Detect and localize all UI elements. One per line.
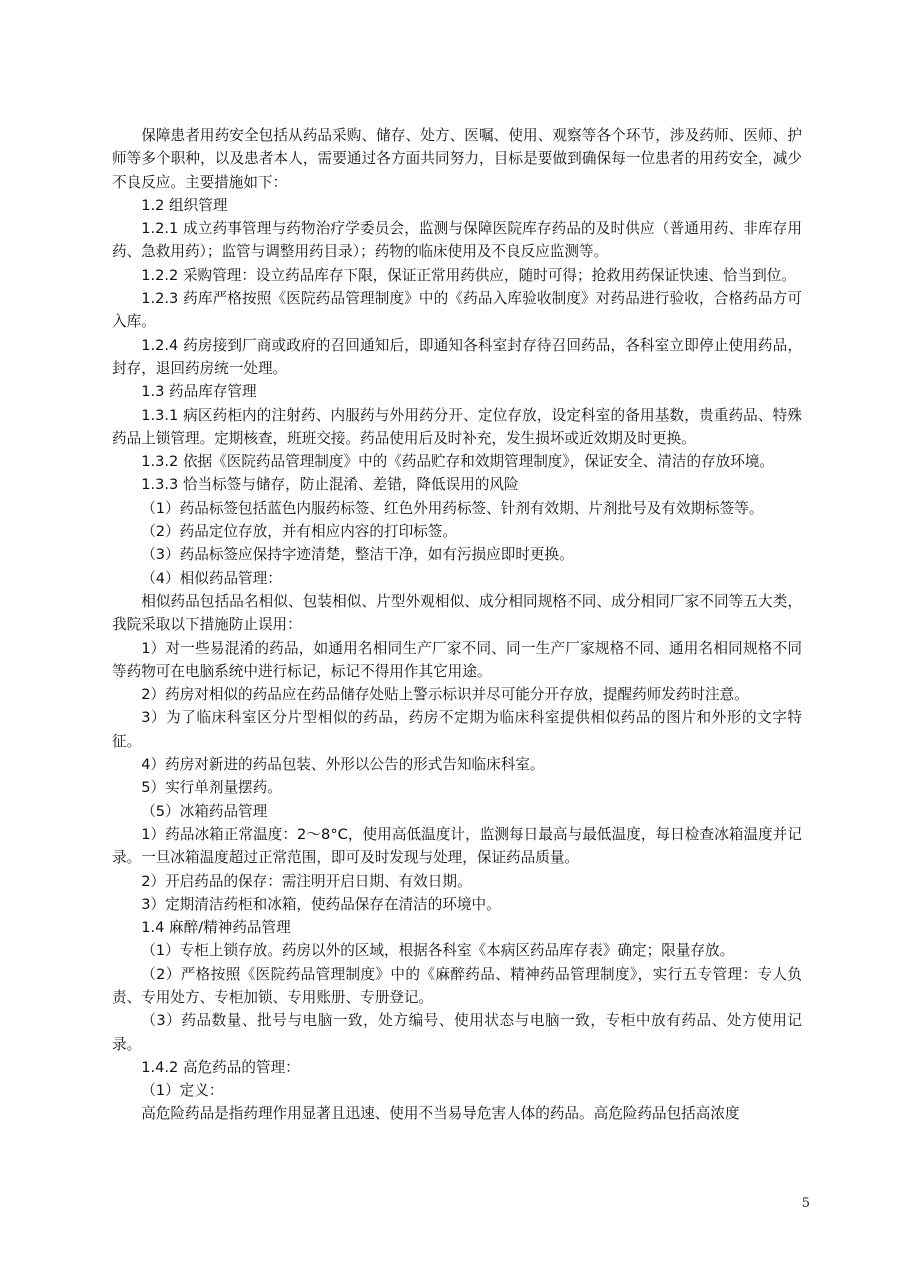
body-text: [112, 124, 802, 1126]
list-item: （2）药品定位存放，并有相应内容的打印标签。: [141, 523, 457, 541]
list-item: 2）开启药品的保存：需注明开启日期、有效日期。: [141, 872, 472, 890]
list-item: 3）定期清洁药柜和冰箱，使药品保存在清洁的环境中。: [141, 895, 501, 913]
list-item: （1）药品标签包括蓝色内服药标签、红色外用药标签、针剂有效期、片剂批号及有效期标签等。: [141, 499, 764, 517]
list-item: （2）严格按照《医院药品管理制度》中的《麻醉药品、精神药品管理制度》，实行五专管理：专人负责、专用处方、专柜加锁、专用账册、专册登记。: [112, 965, 802, 1006]
paragraph: 1.2.2 采购管理：设立药品库存下限，保证正常用药供应，随时可得；抢救用药保证快速、恰当到位。: [141, 266, 796, 284]
list-item: 5）实行单剂量摆药。: [141, 779, 282, 797]
paragraph: 1.3.3 恰当标签与储存，防止混淆、差错，降低误用的风险: [141, 476, 519, 494]
list-item: （3）药品标签应保持字迹清楚，整洁干净，如有污损应即时更换。: [141, 546, 574, 564]
page-number: 5: [801, 1196, 810, 1211]
list-item: （5）冰箱药品管理: [141, 802, 268, 820]
paragraph: 1.2.4 药房接到厂商或政府的召回通知后，即通知各科室封存待召回药品，各科室立即停止使用药品，封存，退回药房统一处理。: [112, 336, 802, 377]
paragraph: 1.2.1 成立药事管理与药物治疗学委员会，监测与保障医院库存药品的及时供应（普通用药、非库存用药、急救用药）；监管与调整用药目录）；药物的临床使用及不良反应监测等。: [112, 220, 802, 261]
paragraph: 高危险药品是指药理作用显著且迅速、使用不当易导危害人体的药品。高危险药品包括高浓度: [141, 1105, 740, 1123]
section-heading: 1.4.2 高危药品的管理：: [141, 1058, 300, 1076]
section-heading: 1.3 药品库存管理: [141, 383, 257, 401]
paragraph: 1.3.2 依据《医院药品管理制度》中的《药品贮存和效期管理制度》，保证安全、清洁的存放环境。: [141, 453, 775, 471]
list-item: 1）药品冰箱正常温度：2～8°C，使用高低温度计，监测每日最高与最低温度，每日检查冰箱温度并记录。一旦冰箱温度超过正常范围，即可及时发现与处理，保证药品质量。: [112, 825, 802, 867]
list-item: （4）相似药品管理：: [141, 569, 282, 587]
list-item: 3）为了临床科室区分片型相似的药品，药房不定期为临床科室提供相似药品的图片和外形的文字特征。: [112, 709, 802, 750]
paragraph: 1.2.3 药库严格按照《医院药品管理制度》中的《药品入库验收制度》对药品进行验收，合格药品方可入库。: [112, 290, 802, 331]
list-item: （3）药品数量、批号与电脑一致，处方编号、使用状态与电脑一致，专柜中放有药品、处方使用记录。: [112, 1012, 802, 1053]
paragraph: 保障患者用药安全包括从药品采购、储存、处方、医嘱、使用、观察等各个环节，涉及药师、医师、护师等多个职种，以及患者本人，需要通过各方面共同努力，目标是要做到确保每一位患者的用药安全，减少不良反应。主要措施如下：: [112, 127, 802, 191]
list-item: 2）药房对相似的药品应在药品储存处贴上警示标识并尽可能分开存放，提醒药师发药时注意。: [141, 686, 749, 704]
paragraph: 1.3.1 病区药柜内的注射药、内服药与外用药分开、定位存放，设定科室的备用基数，贵重药品、特殊药品上锁管理。定期核查，班班交接。药品使用后及时补充，发生损坏或近效期及时更换。: [112, 406, 802, 447]
list-item: 1）对一些易混淆的药品，如通用名相同生产厂家不同、同一生产厂家规格不同、通用名相同规格不同等药物可在电脑系统中进行标记，标记不得用作其它用途。: [112, 639, 802, 680]
list-item: 4）药房对新进的药品包装、外形以公告的形式告知临床科室。: [141, 756, 545, 774]
list-item: （1）定义：: [141, 1082, 224, 1100]
paragraph: 相似药品包括品名相似、包装相似、片型外观相似、成分相同规格不同、成分相同厂家不同等五大类，我院采取以下措施防止误用：: [112, 592, 802, 634]
section-heading: 1.4 麻醉/精神药品管理: [141, 919, 291, 937]
list-item: （1）专柜上锁存放。药房以外的区域，根据各科室《本病区药品库存表》确定；限量存放。: [141, 942, 735, 960]
section-heading: 1.2 组织管理: [141, 196, 228, 214]
